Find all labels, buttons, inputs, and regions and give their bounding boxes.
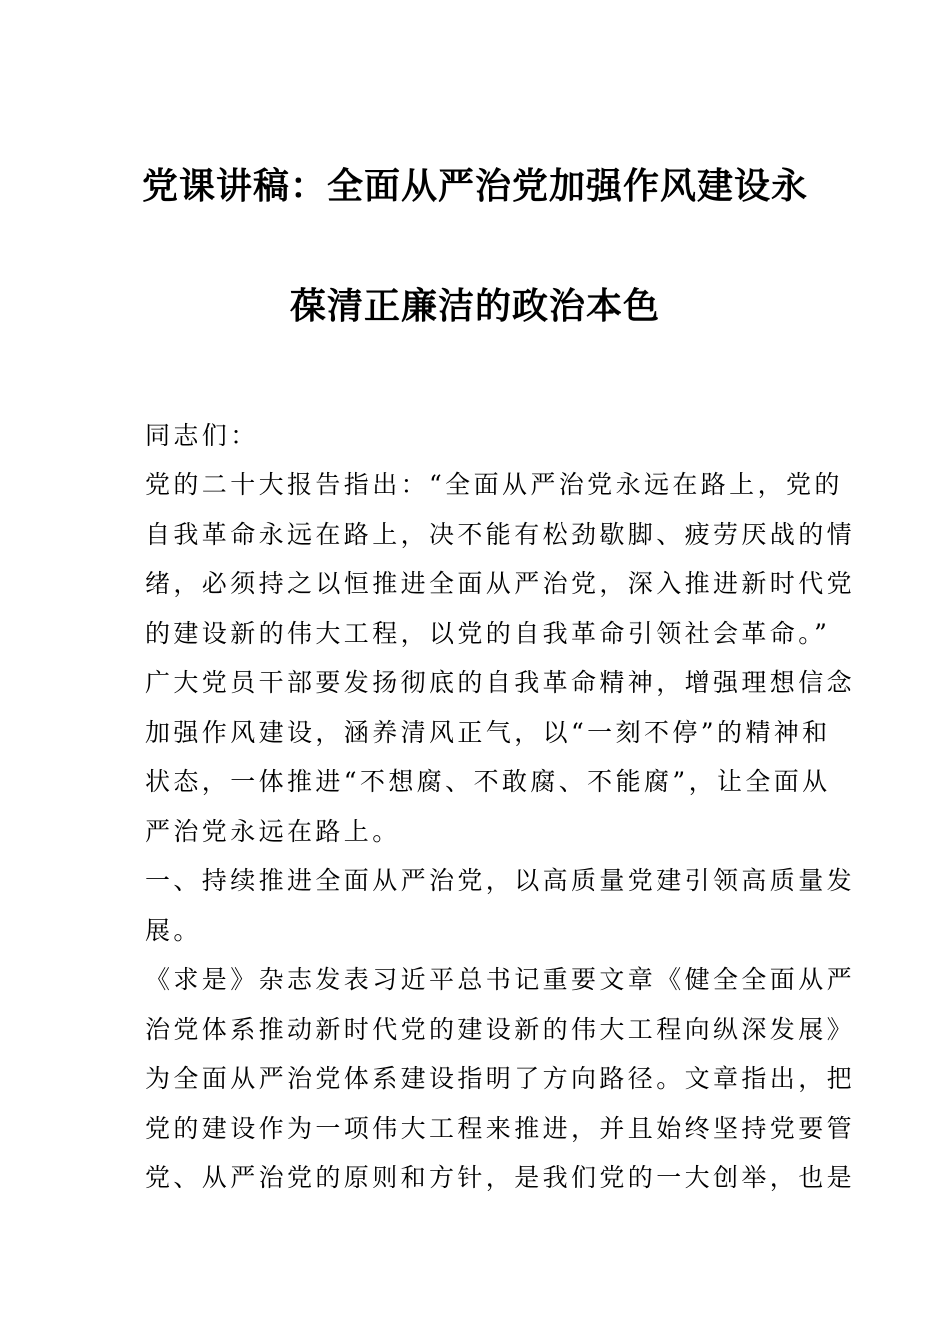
body-line: 状态，一体推进“不想腐、不敢腐、不能腐”，让全面从 — [145, 767, 831, 796]
body-line: 治党体系推动新时代党的建设新的伟大工程向纵深发展》 — [145, 1015, 856, 1044]
body-line: 《求是》杂志发表习近平总书记重要文章《健全全面从严 — [145, 965, 856, 994]
body-line: 党的建设作为一项伟大工程来推进，并且始终坚持党要管 — [145, 1114, 856, 1143]
section-heading-line: 展。 — [145, 916, 202, 945]
body-line: 的建设新的伟大工程，以党的自我革命引领社会革命。” — [145, 619, 831, 648]
body-line: 绪，必须持之以恒推进全面从严治党，深入推进新时代党 — [145, 569, 856, 598]
body-line: 严治党永远在路上。 — [145, 817, 401, 846]
section-heading-line: 一、持续推进全面从严治党，以高质量党建引领高质量发 — [145, 866, 856, 895]
body-line: 广大党员干部要发扬彻底的自我革命精神，增强理想信念 — [145, 668, 856, 697]
body-line: 党、从严治党的原则和方针，是我们党的一大创举，也是 — [145, 1163, 856, 1192]
document-title-line-2: 葆清正廉洁的政治本色 — [289, 285, 660, 327]
body-line: 党的二十大报告指出：“全面从严治党永远在路上，党的 — [145, 470, 843, 499]
body-line: 加强作风建设，涵养清风正气，以“一刻不停”的精神和 — [145, 718, 831, 747]
body-line: 为全面从严治党体系建设指明了方向路径。文章指出，把 — [145, 1064, 856, 1093]
document-title-line-1: 党课讲稿：全面从严治党加强作风建设永 — [141, 165, 808, 207]
salutation: 同志们： — [145, 421, 259, 450]
body-line: 自我革命永远在路上，决不能有松劲歇脚、疲劳厌战的情 — [145, 520, 856, 549]
